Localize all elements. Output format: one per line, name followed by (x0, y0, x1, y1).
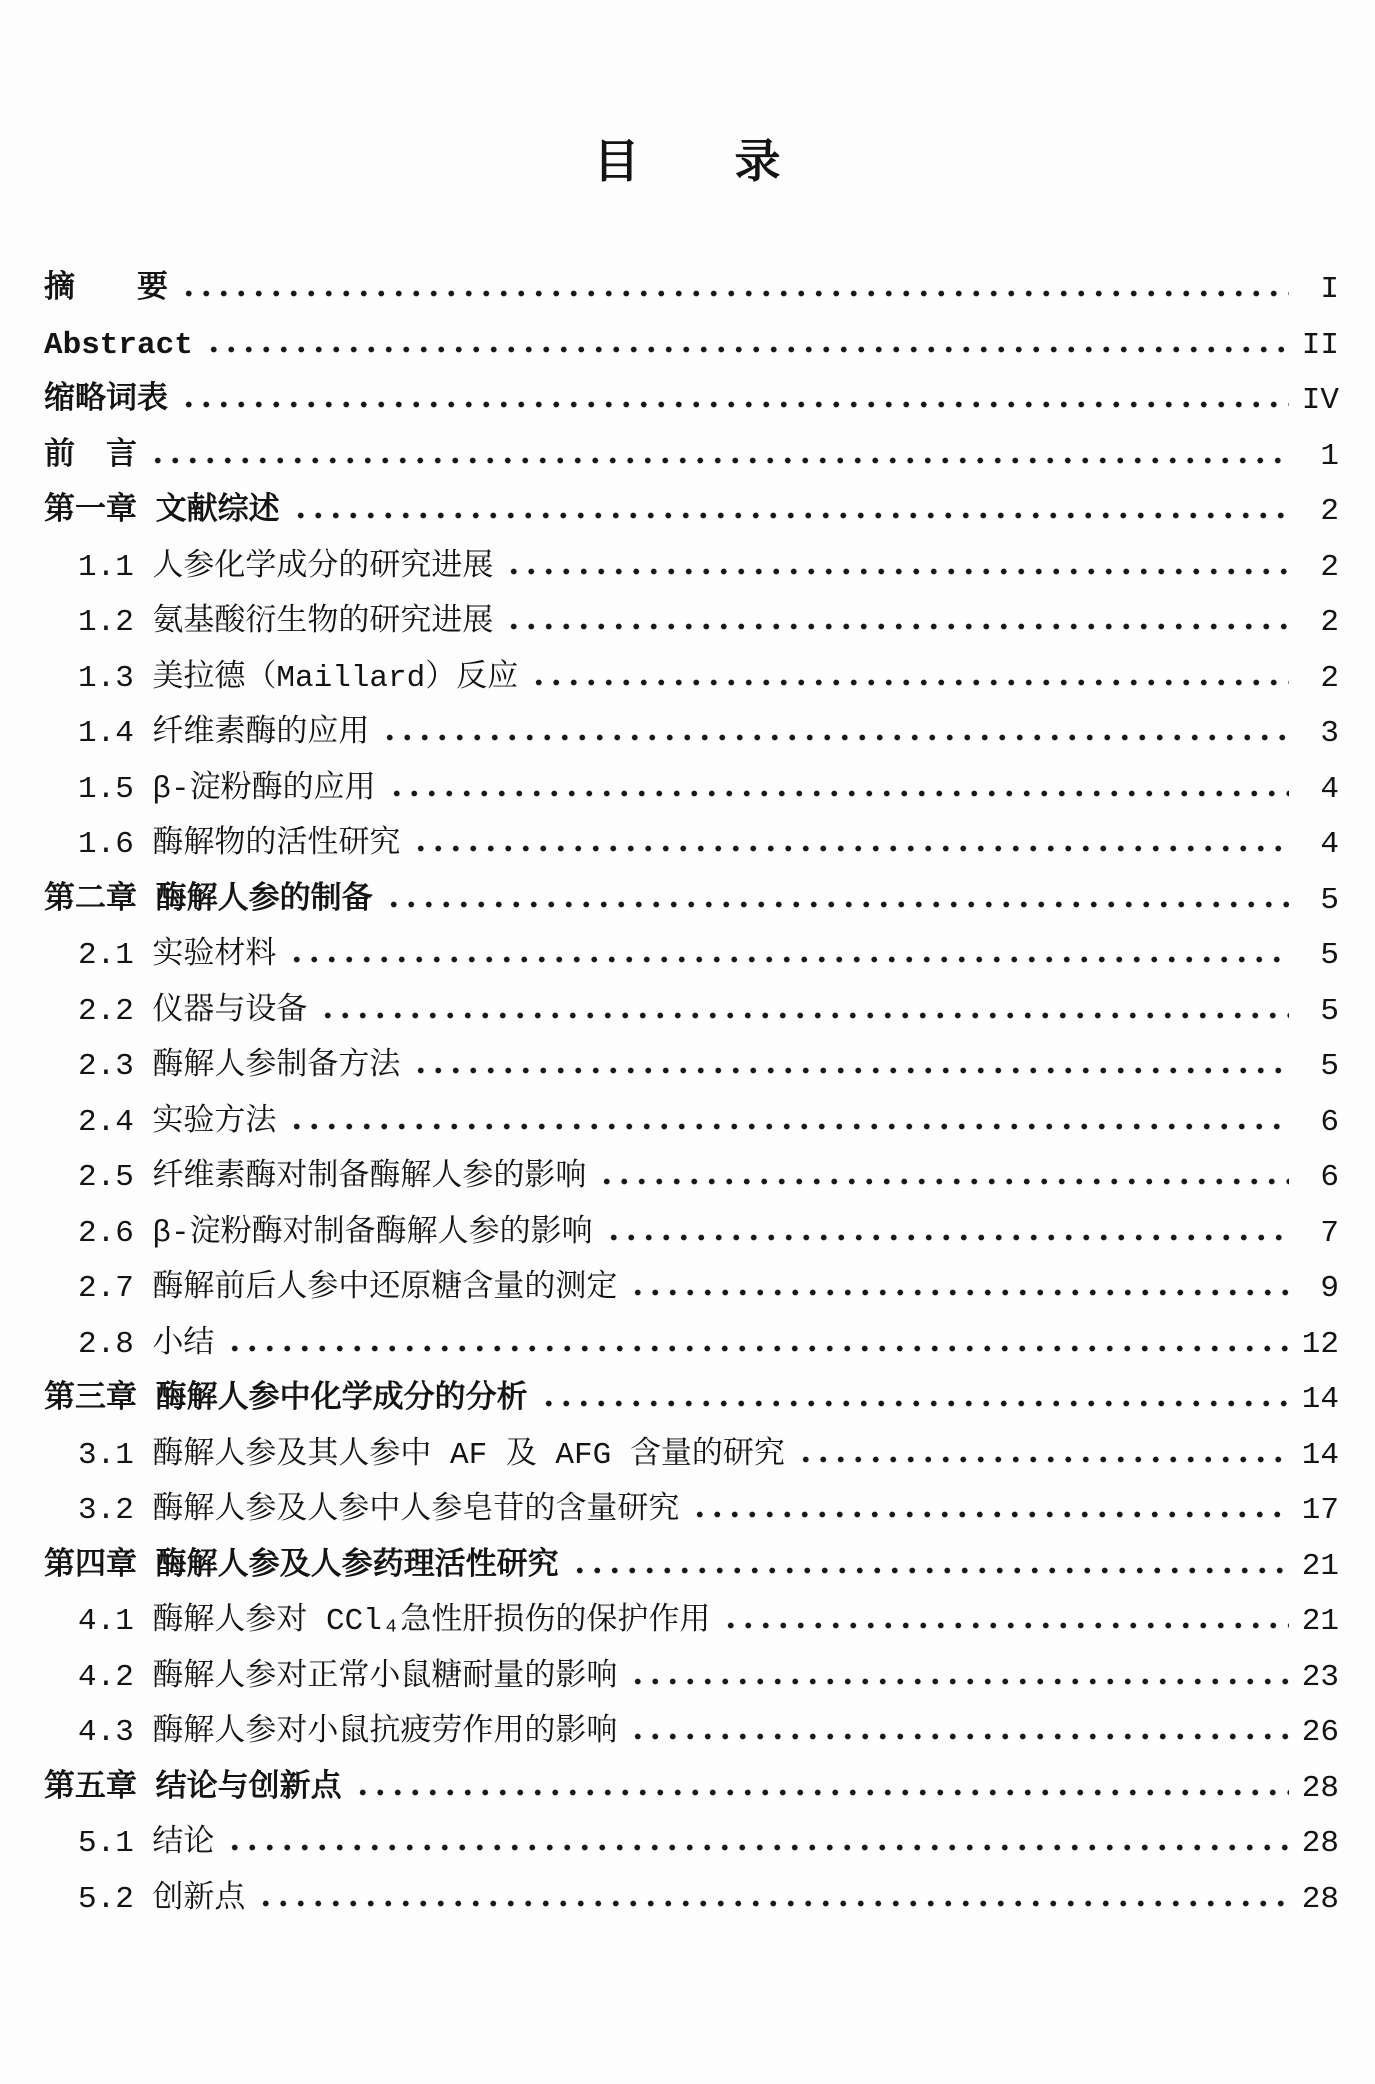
toc-entry-page: 23 (1301, 1659, 1339, 1695)
toc-entry-label: 2.7 酶解前后人参中还原糖含量的测定 (78, 1271, 618, 1306)
toc-entry-label: 3.2 酶解人参及人参中人参皂苷的含量研究 (78, 1493, 680, 1528)
toc-entry-page: I (1320, 272, 1339, 307)
toc-entry (44, 1372, 1339, 1428)
toc-entry-page: 5 (1320, 938, 1339, 973)
toc-entry-page: 5 (1320, 1049, 1339, 1084)
toc-entry (44, 1539, 1339, 1595)
toc-leader-dots (629, 1289, 1289, 1296)
toc-entry-label: 2.5 纤维素酶对制备酶解人参的影响 (78, 1160, 587, 1195)
toc-leader-dots (288, 1123, 1289, 1130)
toc-entry-label: 摘 要 (44, 272, 168, 307)
toc-entry-page: 7 (1320, 1215, 1339, 1251)
toc-entry (44, 1872, 1339, 1928)
toc-leader-dots (629, 1733, 1289, 1740)
toc-entry (44, 1816, 1339, 1872)
toc-entry-label: 1.4 纤维素酶的应用 (78, 716, 370, 751)
toc-leader-dots (691, 1511, 1289, 1518)
toc-entry-label: 1.6 酶解物的活性研究 (78, 827, 401, 862)
toc-leader-dots (149, 457, 1289, 464)
toc-leader-dots (381, 734, 1289, 741)
toc-entry (44, 1483, 1339, 1539)
toc-leader-dots (598, 1178, 1289, 1185)
toc-entry-label: Abstract (44, 327, 193, 363)
toc-entry-label: 第一章 文献综述 (44, 494, 280, 529)
toc-entry (44, 1594, 1339, 1650)
toc-entry (44, 595, 1339, 651)
toc-entry-label: 5.1 结论 (78, 1826, 215, 1861)
toc-entry (44, 817, 1339, 873)
toc-list (44, 262, 1339, 1927)
toc-leader-dots (292, 512, 1289, 519)
toc-entry-page: 9 (1320, 1271, 1339, 1306)
toc-entry-page: 28 (1301, 1770, 1339, 1806)
toc-entry (44, 484, 1339, 540)
toc-entry-page: 6 (1320, 1160, 1339, 1195)
toc-entry-page: 5 (1320, 882, 1339, 918)
toc-leader-dots (571, 1567, 1289, 1574)
toc-leader-dots (605, 1234, 1289, 1241)
toc-entry-label: 2.3 酶解人参制备方法 (78, 1049, 401, 1084)
toc-entry-label: 缩略词表 (44, 383, 168, 418)
toc-entry-label: 第四章 酶解人参及人参药理活性研究 (44, 1548, 559, 1584)
toc-leader-dots (288, 956, 1289, 963)
toc-leader-dots (722, 1622, 1289, 1629)
toc-entry (44, 1206, 1339, 1262)
toc-entry-page: IV (1301, 383, 1339, 418)
toc-entry (44, 1428, 1339, 1484)
toc-entry-label: 第三章 酶解人参中化学成分的分析 (44, 1382, 528, 1417)
toc-entry-page: 21 (1301, 1604, 1339, 1639)
toc-entry (44, 1095, 1339, 1151)
toc-leader-dots (226, 1345, 1289, 1352)
toc-entry (44, 1150, 1339, 1206)
toc-entry-page: 14 (1301, 1437, 1339, 1473)
toc-entry-page: 2 (1320, 660, 1339, 696)
toc-entry-page: 2 (1320, 494, 1339, 529)
toc-entry-label: 2.6 β-淀粉酶对制备酶解人参的影响 (78, 1215, 593, 1251)
document-page (0, 139, 1375, 1927)
toc-entry-label: 2.4 实验方法 (78, 1104, 277, 1140)
toc-leader-dots (319, 1012, 1289, 1019)
toc-leader-dots (629, 1678, 1289, 1685)
toc-entry-page: 2 (1320, 605, 1339, 640)
toc-entry (44, 373, 1339, 429)
toc-entry-page: 4 (1320, 771, 1339, 807)
toc-entry-page: 4 (1320, 827, 1339, 862)
toc-entry (44, 873, 1339, 929)
toc-entry (44, 1761, 1339, 1817)
toc-entry-label: 3.1 酶解人参及其人参中 AF 及 AFG 含量的研究 (78, 1437, 785, 1473)
toc-entry-label: 4.3 酶解人参对小鼠抗疲劳作用的影响 (78, 1715, 618, 1750)
toc-leader-dots (797, 1456, 1289, 1463)
toc-leader-dots (205, 346, 1289, 353)
toc-entry (44, 540, 1339, 596)
toc-leader-dots (412, 845, 1289, 852)
toc-entry-page: 2 (1320, 549, 1339, 585)
toc-entry (44, 1261, 1339, 1317)
toc-entry-page: 6 (1320, 1104, 1339, 1140)
toc-leader-dots (385, 901, 1289, 908)
toc-entry-label: 4.1 酶解人参对 CCl₄急性肝损伤的保护作用 (78, 1604, 711, 1639)
toc-entry-page: 12 (1301, 1326, 1339, 1362)
toc-entry (44, 318, 1339, 374)
toc-entry-label: 前 言 (44, 438, 137, 474)
toc-entry-page: 26 (1301, 1715, 1339, 1750)
toc-entry-page: 1 (1320, 438, 1339, 474)
toc-leader-dots (354, 1789, 1289, 1796)
toc-entry (44, 429, 1339, 485)
toc-entry (44, 1317, 1339, 1373)
toc-entry (44, 262, 1339, 318)
toc-entry-label: 1.1 人参化学成分的研究进展 (78, 549, 494, 585)
toc-entry-label: 第二章 酶解人参的制备 (44, 882, 373, 918)
toc-leader-dots (540, 1400, 1289, 1407)
toc-entry-label: 2.8 小结 (78, 1326, 215, 1362)
toc-entry-page: 28 (1301, 1826, 1339, 1861)
toc-leader-dots (257, 1900, 1289, 1907)
toc-entry (44, 762, 1339, 818)
toc-leader-dots (180, 401, 1289, 408)
toc-entry-label: 1.3 美拉德（Maillard）反应 (78, 660, 519, 696)
toc-entry-label: 2.1 实验材料 (78, 938, 277, 973)
toc-entry (44, 1039, 1339, 1095)
toc-entry-page: 28 (1301, 1881, 1339, 1917)
toc-entry (44, 706, 1339, 762)
toc-leader-dots (180, 290, 1289, 297)
toc-entry-label: 2.2 仪器与设备 (78, 993, 308, 1029)
toc-leader-dots (412, 1067, 1289, 1074)
toc-entry (44, 1705, 1339, 1761)
toc-entry-page: 14 (1301, 1382, 1339, 1417)
toc-entry-label: 5.2 创新点 (78, 1881, 246, 1917)
toc-entry (44, 1650, 1339, 1706)
page-title: 目 录 (593, 139, 782, 191)
toc-entry-page: II (1301, 327, 1339, 363)
toc-entry-label: 4.2 酶解人参对正常小鼠糖耐量的影响 (78, 1659, 618, 1695)
toc-entry-page: 3 (1320, 716, 1339, 751)
toc-entry-page: 17 (1301, 1493, 1339, 1528)
toc-leader-dots (226, 1844, 1289, 1851)
toc-entry-page: 5 (1320, 993, 1339, 1029)
toc-entry-label: 第五章 结论与创新点 (44, 1770, 342, 1806)
toc-leader-dots (505, 568, 1289, 575)
toc-leader-dots (530, 679, 1289, 686)
toc-leader-dots (505, 623, 1289, 630)
toc-entry (44, 651, 1339, 707)
toc-entry-label: 1.2 氨基酸衍生物的研究进展 (78, 605, 494, 640)
toc-entry-page: 21 (1301, 1548, 1339, 1584)
toc-entry (44, 984, 1339, 1040)
toc-entry-label: 1.5 β-淀粉酶的应用 (78, 771, 376, 807)
toc-entry (44, 928, 1339, 984)
toc-leader-dots (388, 790, 1289, 797)
